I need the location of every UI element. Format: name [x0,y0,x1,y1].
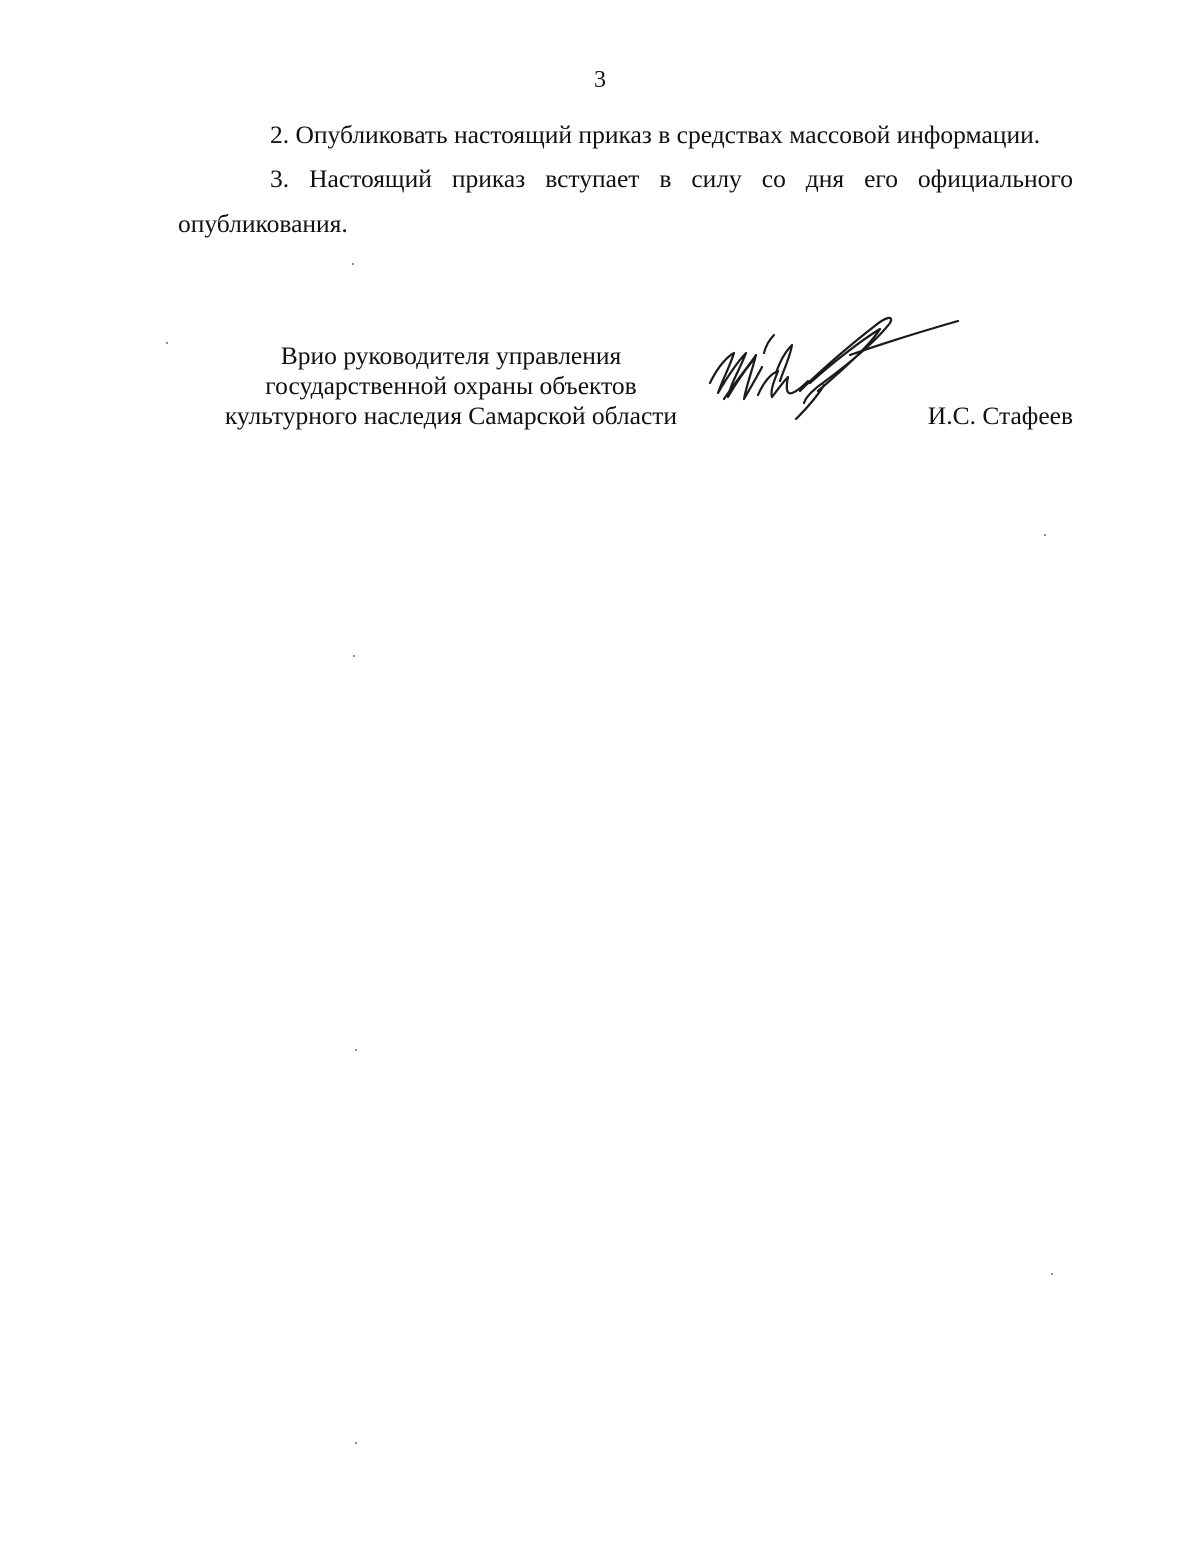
paragraph-effective-date: 3. Настоящий приказ вступает в силу со дня его официального опубликования. [178,164,1073,238]
scan-speck [1051,1273,1053,1275]
page-number: 3 [594,67,606,93]
scan-speck [352,263,354,265]
scan-speck [355,1049,357,1051]
paragraph-publish: 2. Опубликовать настоящий приказ в средствах массовой информации. [270,120,1041,149]
scan-speck [166,342,168,344]
signer-position-line: государственной охраны объектов [265,371,637,400]
signature-block [178,341,1073,451]
signer-position-line: культурного наследия Самарской области [224,401,678,430]
scan-speck [1044,534,1046,536]
signer-position [178,341,724,431]
scan-speck [355,1442,357,1444]
signer-name: И.С. Стафеев [927,401,1073,430]
scan-speck [353,655,355,657]
signer-position-line: Врио руководителя управления [280,341,622,370]
handwritten-signature-icon [700,311,960,421]
